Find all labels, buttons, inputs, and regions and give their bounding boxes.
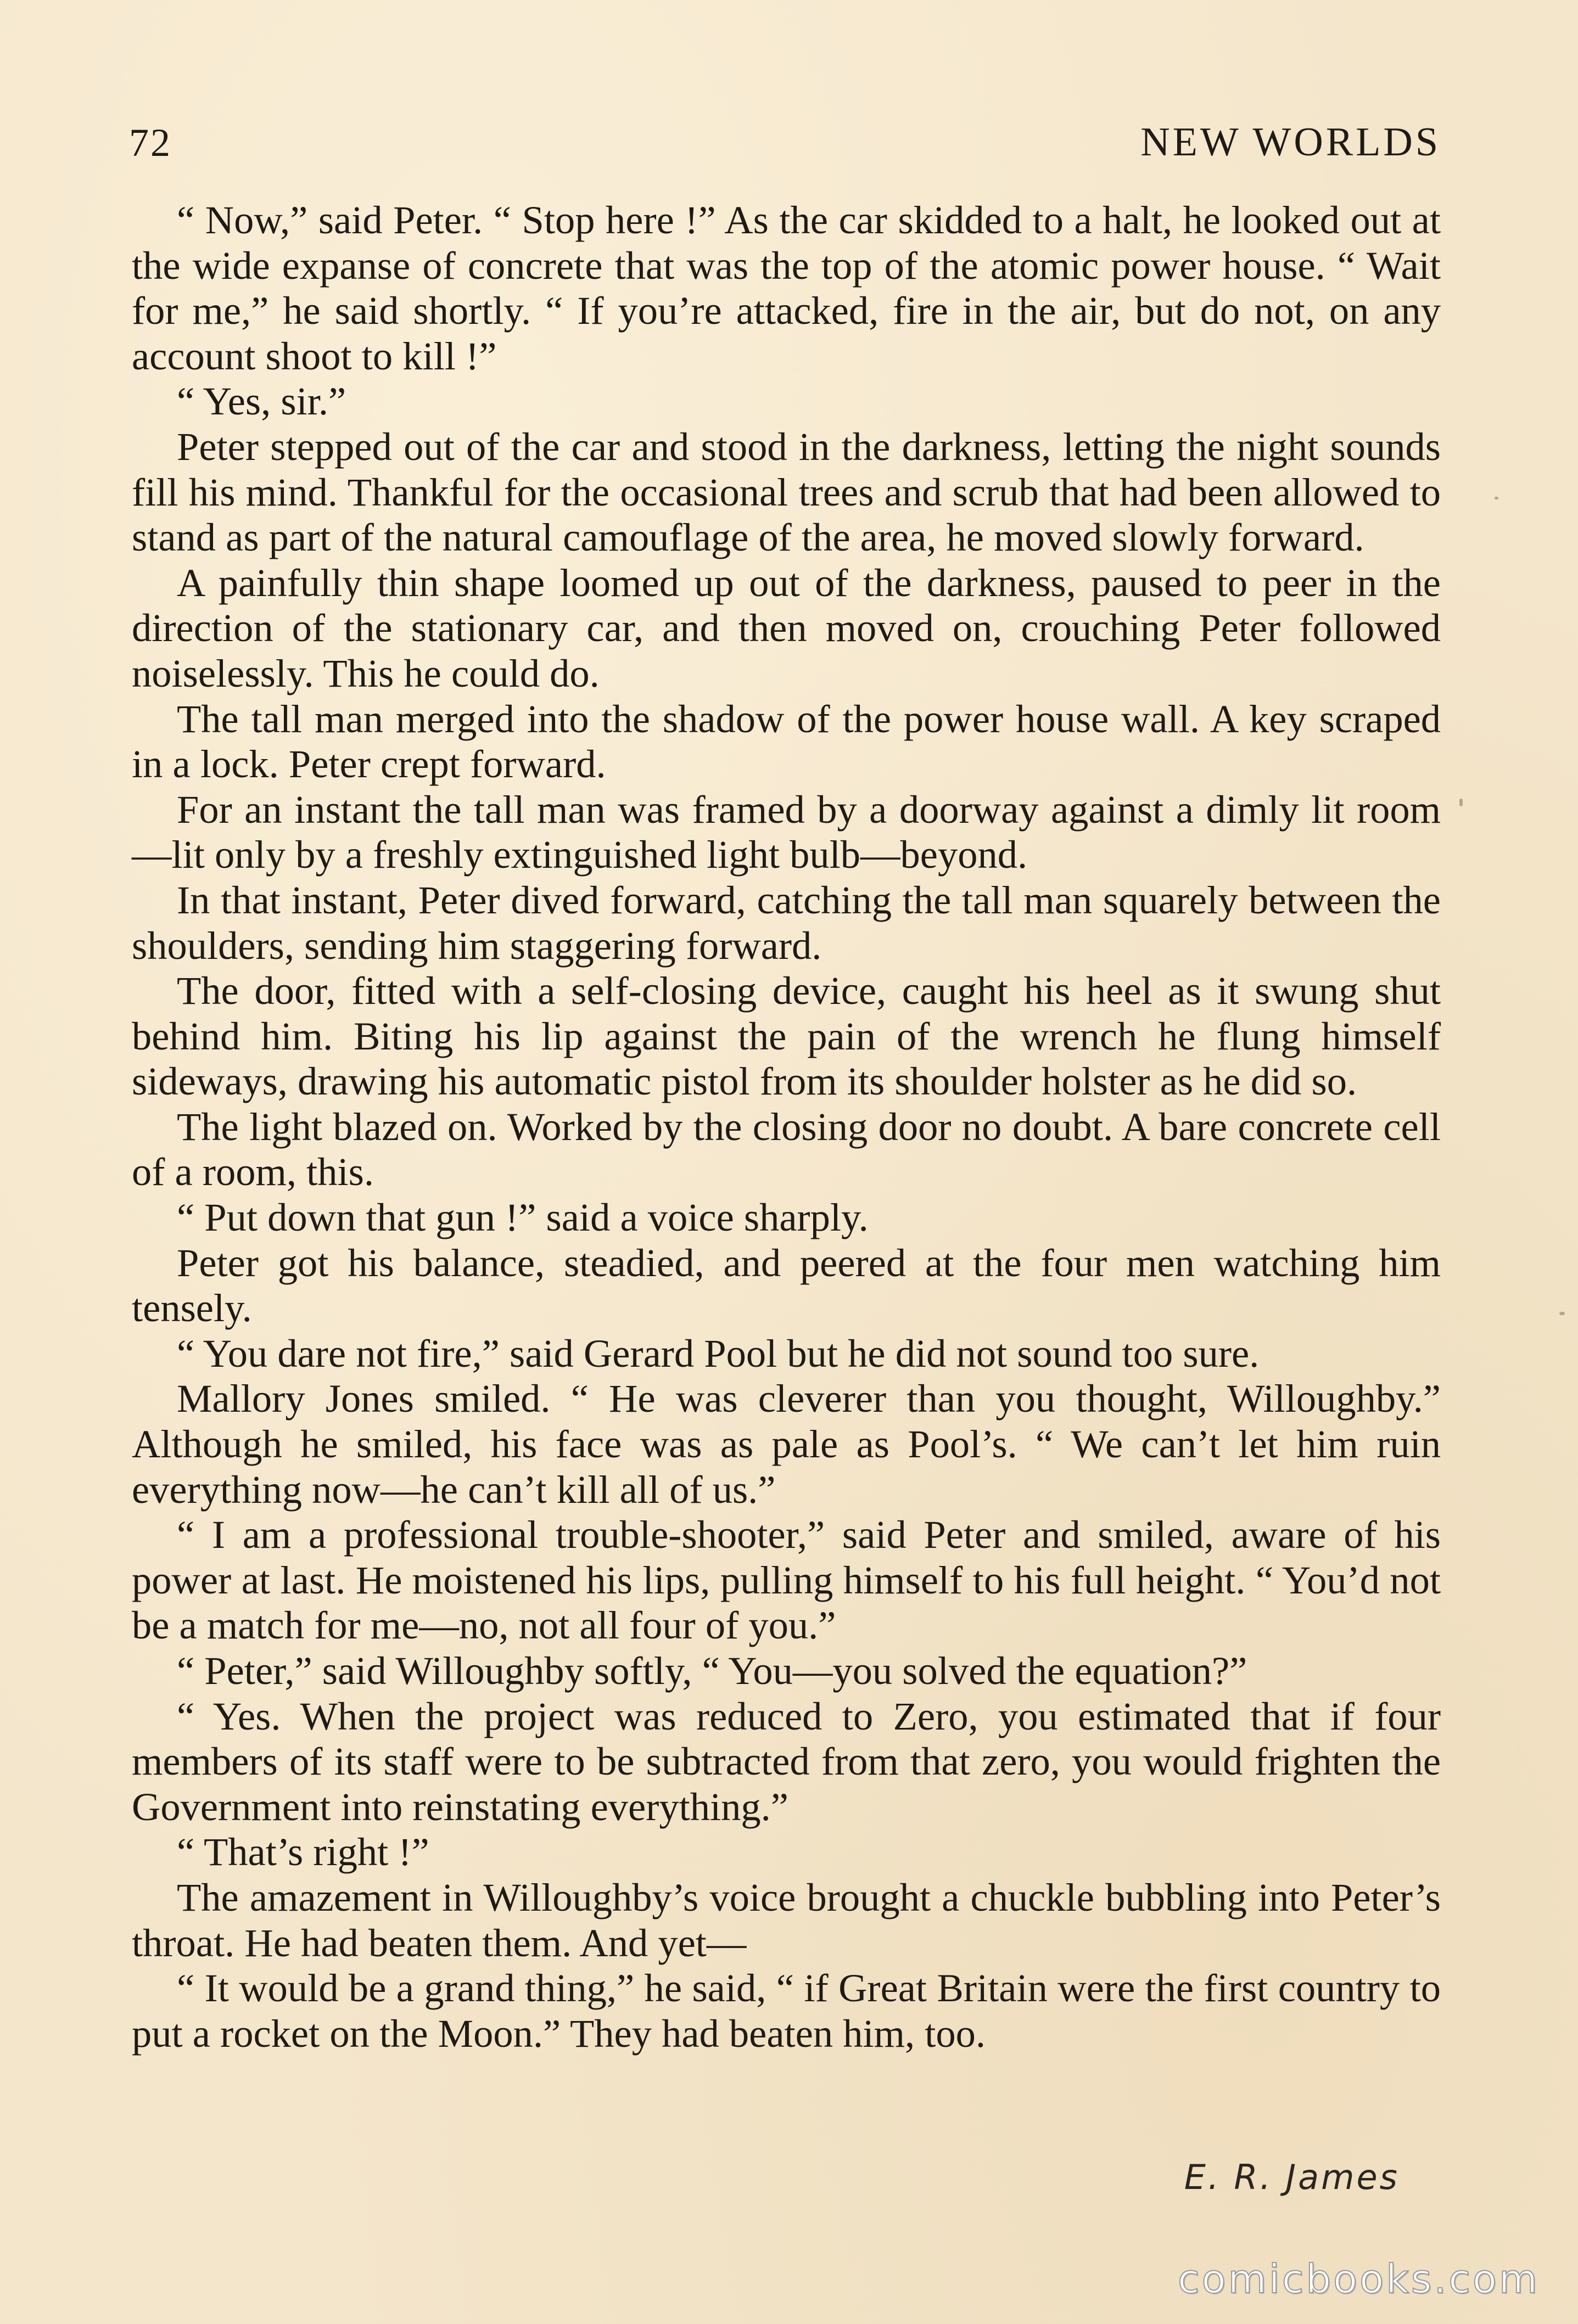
- paragraph: “ Yes, sir.”: [177, 379, 346, 424]
- paragraph: “ That’s right !”: [177, 1829, 429, 1874]
- author-signature: E. R. James: [1184, 2157, 1400, 2197]
- paragraph: “ It would be a grand thing,” he said, “ if Great Britain were the first country to put a rocket on the Moon.” They had beaten him, too.: [132, 1966, 1441, 2056]
- page-number: 72: [129, 121, 172, 165]
- paragraph: “ Now,” said Peter. “ Stop here !” As the car skidded to a halt, he looked out at the wide expanse of concrete that was the top of the atomic power house. “ Wait for me,” he said shortly. “ If you’re attacked, fire in the air, but do not, on any account shoot to kill !”: [132, 198, 1441, 378]
- paragraph: “ You dare not fire,” said Gerard Pool but he did not sound too sure.: [177, 1331, 1260, 1376]
- paper-speck: [1495, 497, 1498, 499]
- paper-speck: [1559, 1312, 1565, 1315]
- paragraph: The light blazed on. Worked by the closing door no doubt. A bare concrete cell of a room, this.: [132, 1104, 1441, 1194]
- paragraph: Peter got his balance, steadied, and peered at the four men watching him tensely.: [132, 1240, 1441, 1331]
- paragraph: “ Yes. When the project was reduced to Zero, you estimated that if four members of its staff were to be subtracted from that zero, you would frighten the Government into reinstating everything.”: [132, 1693, 1441, 1829]
- paragraph: Peter stepped out of the car and stood in the darkness, letting the night sounds fill his mind. Thankful for the occasional trees and scrub that had been allowed to stand as part of the natural camouflage of the area, he moved slowly forward.: [132, 424, 1441, 560]
- paragraph: “ Put down that gun !” said a voice sharply.: [177, 1195, 869, 1240]
- paper-speck: [1459, 799, 1463, 806]
- paragraph: In that instant, Peter dived forward, catching the tall man squarely between the shoulders, sending him staggering forward.: [132, 877, 1441, 968]
- story-text: [132, 198, 1441, 2056]
- running-head: NEW WORLDS: [1140, 120, 1441, 165]
- paragraph: The door, fitted with a self-closing device, caught his heel as it swung shut behind him. Biting his lip against the pain of the wrench he flung himself sideways, drawing his automatic pistol from its shoulder holster as he did so.: [132, 968, 1441, 1104]
- paragraph: “ Peter,” said Willoughby softly, “ You—you solved the equation?”: [177, 1648, 1247, 1693]
- paragraph: The tall man merged into the shadow of the power house wall. A key scraped in a lock. Peter crept forward.: [132, 696, 1441, 787]
- watermark: comicbooks.com: [1177, 2256, 1540, 2302]
- paragraph: A painfully thin shape loomed up out of the darkness, paused to peer in the direction of the stationary car, and then moved on, crouching Peter followed noiselessly. This he could do.: [132, 560, 1441, 695]
- paragraph: Mallory Jones smiled. “ He was cleverer than you thought, Willoughby.” Although he smiled, his face was as pale as Pool’s. “ We can’t let him ruin everything now—he can’t kill all of us.”: [132, 1376, 1441, 1512]
- paragraph: For an instant the tall man was framed by a doorway against a dimly lit room—lit only by a freshly extinguished light bulb—beyond.: [132, 787, 1441, 877]
- page-header: [129, 105, 1441, 166]
- paragraph: “ I am a professional trouble-shooter,” said Peter and smiled, aware of his power at last. He moistened his lips, pulling himself to his full height. “ You’d not be a match for me—no, not all four of you.”: [132, 1512, 1441, 1648]
- paragraph: The amazement in Willoughby’s voice brought a chuckle bubbling into Peter’s throat. He had beaten them. And yet—: [132, 1874, 1441, 1965]
